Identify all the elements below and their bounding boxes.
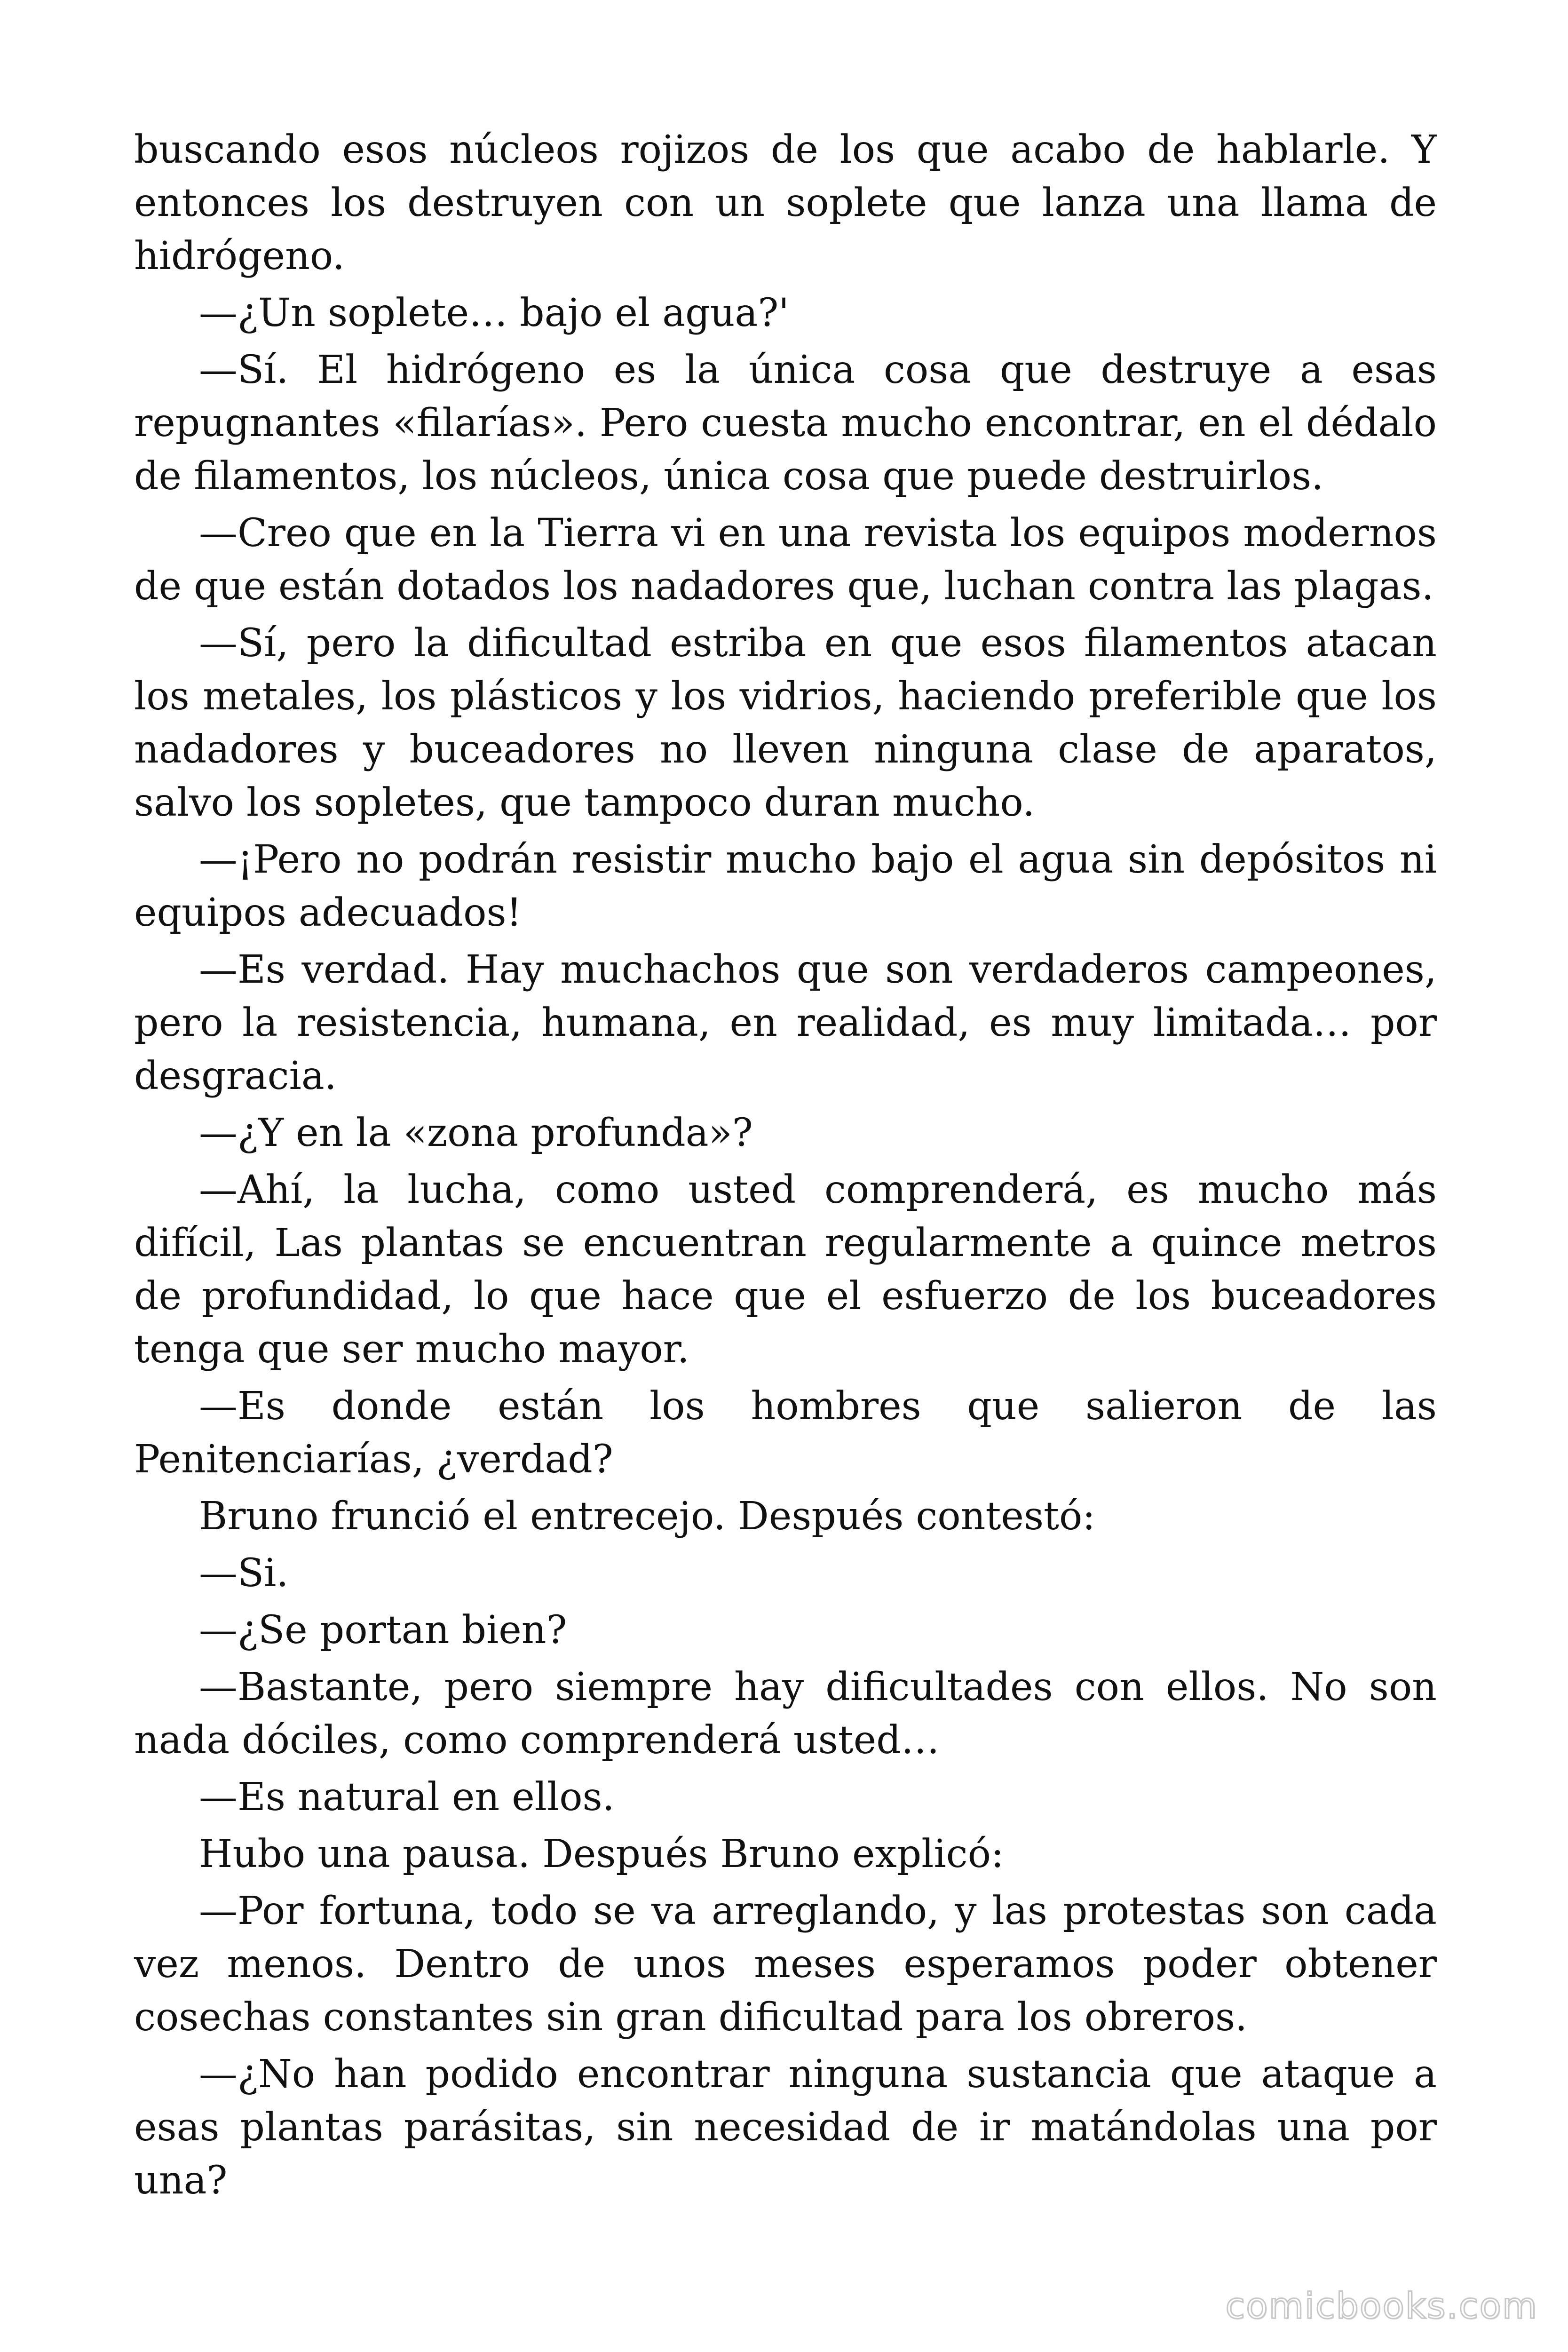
paragraph-10: —Es donde están los hombres que salieron de las Penitenciarías, ¿verdad? <box>134 1384 1437 1482</box>
paragraph-6: —¡Pero no podrán resistir mucho bajo el agua sin depósitos ni equipos adecuados! <box>134 837 1437 935</box>
paragraph-1: buscando esos núcleos rojizos de los que acabo de hablarle. Y entonces los destruyen con un soplete que lanza una llama de hidrógeno. <box>134 127 1437 278</box>
paragraph-12: —Si. <box>199 1551 289 1596</box>
paragraph-8: —¿Y en la «zona profunda»? <box>199 1111 753 1155</box>
paragraph-5: —Sí, pero la dificultad estriba en que esos filamentos atacan los metales, los plásticos y los vidrios, haciendo preferible que los nadadores y buceadores no lleven ninguna clase de aparatos, salvo los sopletes, que tampoco duran mucho. <box>134 621 1437 825</box>
paragraph-14: —Bastante, pero siempre hay dificultades con ellos. No son nada dóciles, como comprenderá usted… <box>134 1665 1437 1763</box>
watermark: comicbooks.com <box>1225 2285 1538 2327</box>
paragraph-4: —Creo que en la Tierra vi en una revista los equipos modernos de que están dotados los nadadores que, luchan contra las plagas. <box>134 511 1437 609</box>
paragraph-11: Bruno frunció el entrecejo. Después contestó: <box>199 1494 1095 1539</box>
paragraph-16: Hubo una pausa. Después Bruno explicó: <box>199 1832 1004 1876</box>
paragraph-18: —¿No han podido encontrar ninguna sustancia que ataque a esas plantas parásitas, sin necesidad de ir matándolas una por una? <box>134 2052 1437 2203</box>
body-text <box>134 123 1437 2211</box>
paragraph-2: —¿Un soplete… bajo el agua?' <box>199 291 789 335</box>
paragraph-9: —Ahí, la lucha, como usted comprenderá, es mucho más difícil, Las plantas se encuentran regularmente a quince metros de profundidad, lo que hace que el esfuerzo de los buceadores tenga que ser mucho mayor. <box>134 1168 1437 1372</box>
paragraph-7: —Es verdad. Hay muchachos que son verdaderos campeones, pero la resistencia, humana, en realidad, es muy limitada… por desgracia. <box>134 947 1437 1098</box>
paragraph-3: —Sí. El hidrógeno es la única cosa que destruye a esas repugnantes «filarías». Pero cuesta mucho encontrar, en el dédalo de filamentos, los núcleos, única cosa que puede destruirlos. <box>134 348 1437 499</box>
paragraph-15: —Es natural en ellos. <box>199 1775 615 1820</box>
paragraph-13: —¿Se portan bien? <box>199 1608 567 1653</box>
paragraph-17: —Por fortuna, todo se va arreglando, y las protestas son cada vez menos. Dentro de unos meses esperamos poder obtener cosechas constantes sin gran dificultad para los obreros. <box>134 1889 1437 2040</box>
